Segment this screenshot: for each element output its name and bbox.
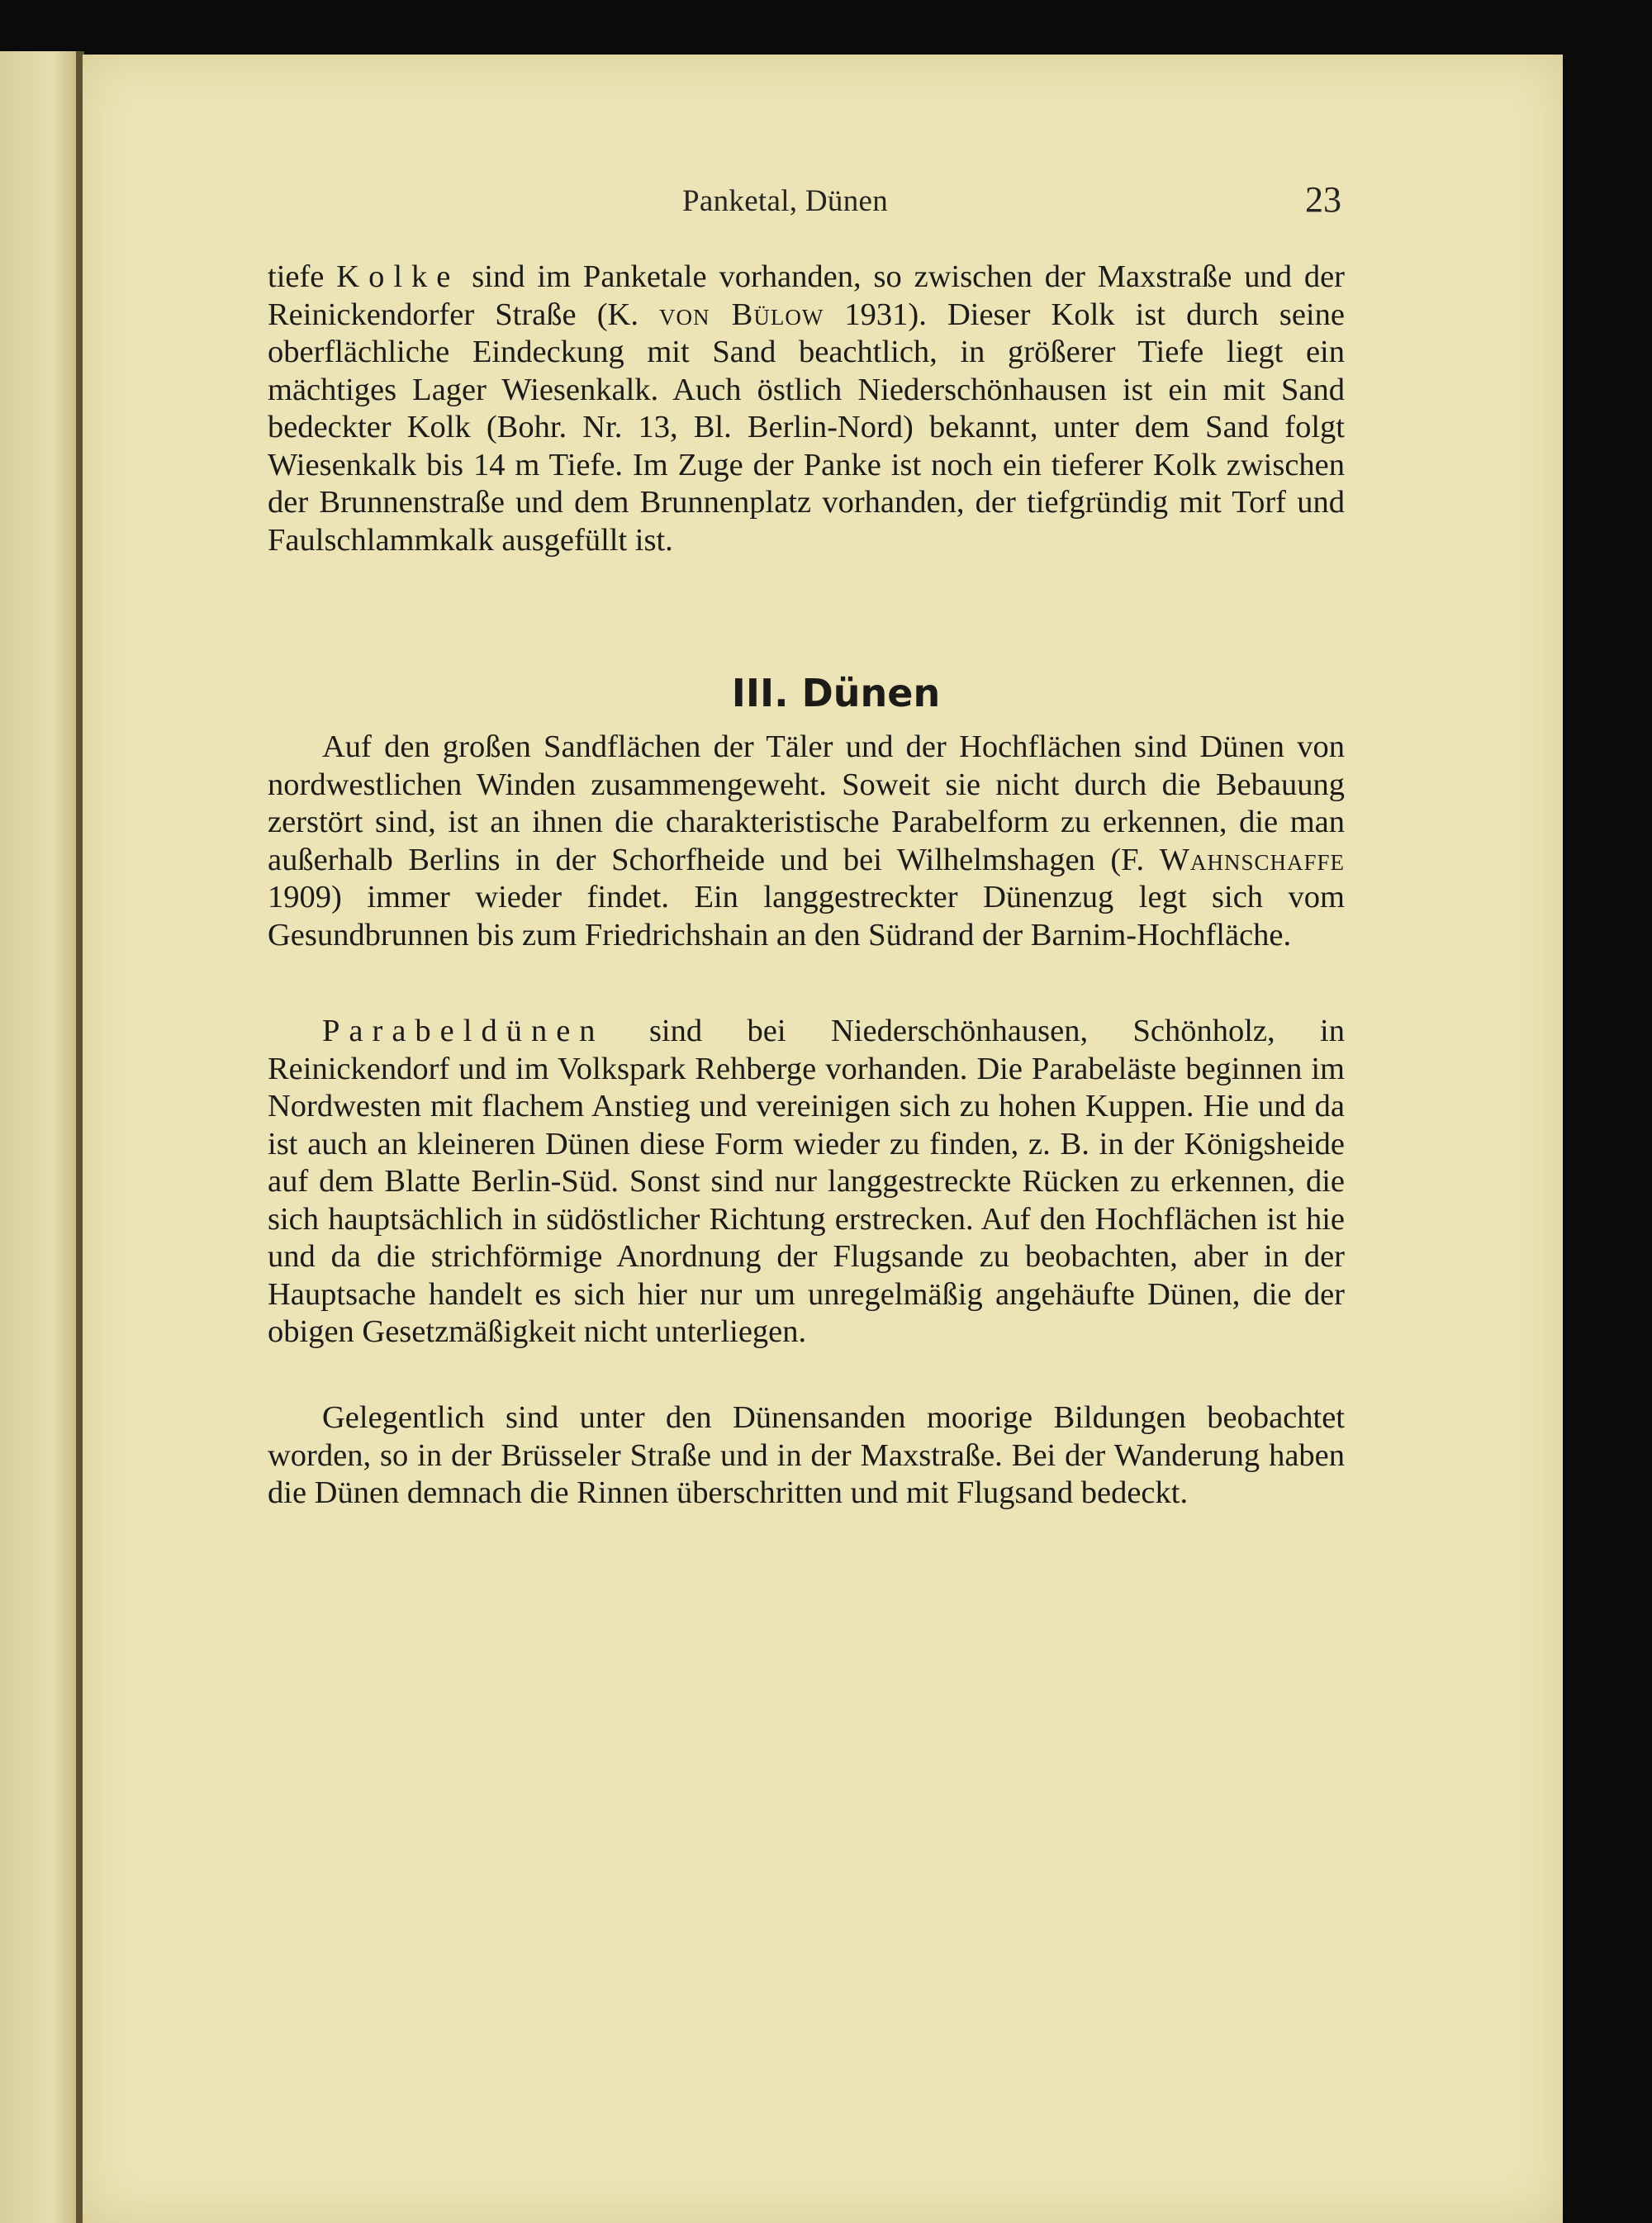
page-header	[0, 179, 1652, 230]
text-run: sind im Panketale vorhanden, so zwischen der Maxstraße und der Reinickendorfer Straße (K.	[268, 259, 1346, 332]
author-name: von Bülow	[659, 297, 824, 332]
text-run: Auf den großen Sandflächen der Täler und der Hochflächen sind Dünen von nordwestlichen Winden zusammengeweht. Soweit sie nicht durch die Bebauung zerstört sind, ist an ihnen die charakteristische Parabelform zu erkennen, die man außerhalb Berlins in der Schorfheide und bei Wilhelmshagen (F.	[268, 729, 1345, 877]
paragraph-parabelduenen	[268, 1013, 1345, 1351]
paragraph-duenen-intro	[268, 729, 1345, 954]
author-name: Wahnschaffe	[1159, 842, 1345, 877]
text-run: tiefe	[268, 259, 337, 294]
text-run: 1931). Dieser Kolk ist durch seine oberflächliche Eindeckung mit Sand beachtlich, in größerer Tiefe liegt ein mächtiges Lager Wiesenkalk. Auch östlich Niederschönhausen ist ein mit Sand bedeckter Kolk (Bohr. Nr. 13, Bl. Berlin-Nord) bekannt, unter dem Sand folgt Wiesenkalk bis 14 m Tiefe. Im Zuge der Panke ist noch ein tieferer Kolk zwischen der Brunnenstraße und dem Brunnenplatz vorhanden, der tiefgründig mit Torf und Faulschlammkalk ausgefüllt ist.	[268, 297, 1345, 558]
text-run: sind bei Niederschönhausen, Schönholz, in Reinickendorf und im Volkspark Rehberge vorhanden. Die Parabeläste beginnen im Nordwesten mit flachem Anstieg und vereinigen sich zu hohen Kuppen. Hie und da ist auch an kleineren Dünen diese Form wieder zu finden, z. B. in der Königsheide auf dem Blatte Berlin-Süd. Sonst sind nur langgestreckte Rücken zu erkennen, die sich hauptsächlich in südöstlicher Richtung erstrecken. Auf den Hochflächen ist hie und da die strichförmige Anordnung der Flugsande zu beobachten, aber in der Hauptsache handelt es sich hier nur um unregelmäßig angehäufte Dünen, die der obigen Gesetzmäßigkeit nicht unterliegen.	[268, 1014, 1345, 1349]
paragraph-kolke	[268, 259, 1345, 559]
text-run: Gelegentlich sind unter den Dünensanden moorige Bildungen beobachtet worden, so in der Brüsseler Straße und in der Maxstraße. Bei der Wanderung haben die Dünen demnach die Rinnen überschritten und mit Flugsand bedeckt.	[268, 1400, 1345, 1510]
facing-page-edge	[0, 51, 76, 2223]
section-heading: III. Dünen	[731, 671, 941, 715]
spaced-term: Parabeldünen	[322, 1014, 605, 1048]
running-title: Panketal, Dünen	[682, 184, 889, 218]
spaced-term: Kolke	[336, 259, 460, 294]
page-number: 23	[1305, 179, 1341, 220]
paragraph-moorige-bildungen	[268, 1399, 1345, 1513]
text-run: 1909) immer wieder findet. Ein langgestreckter Dünenzug legt sich vom Gesundbrunnen bis zum Friedrichshain an den Südrand der Barnim-Hochfläche.	[268, 880, 1345, 952]
